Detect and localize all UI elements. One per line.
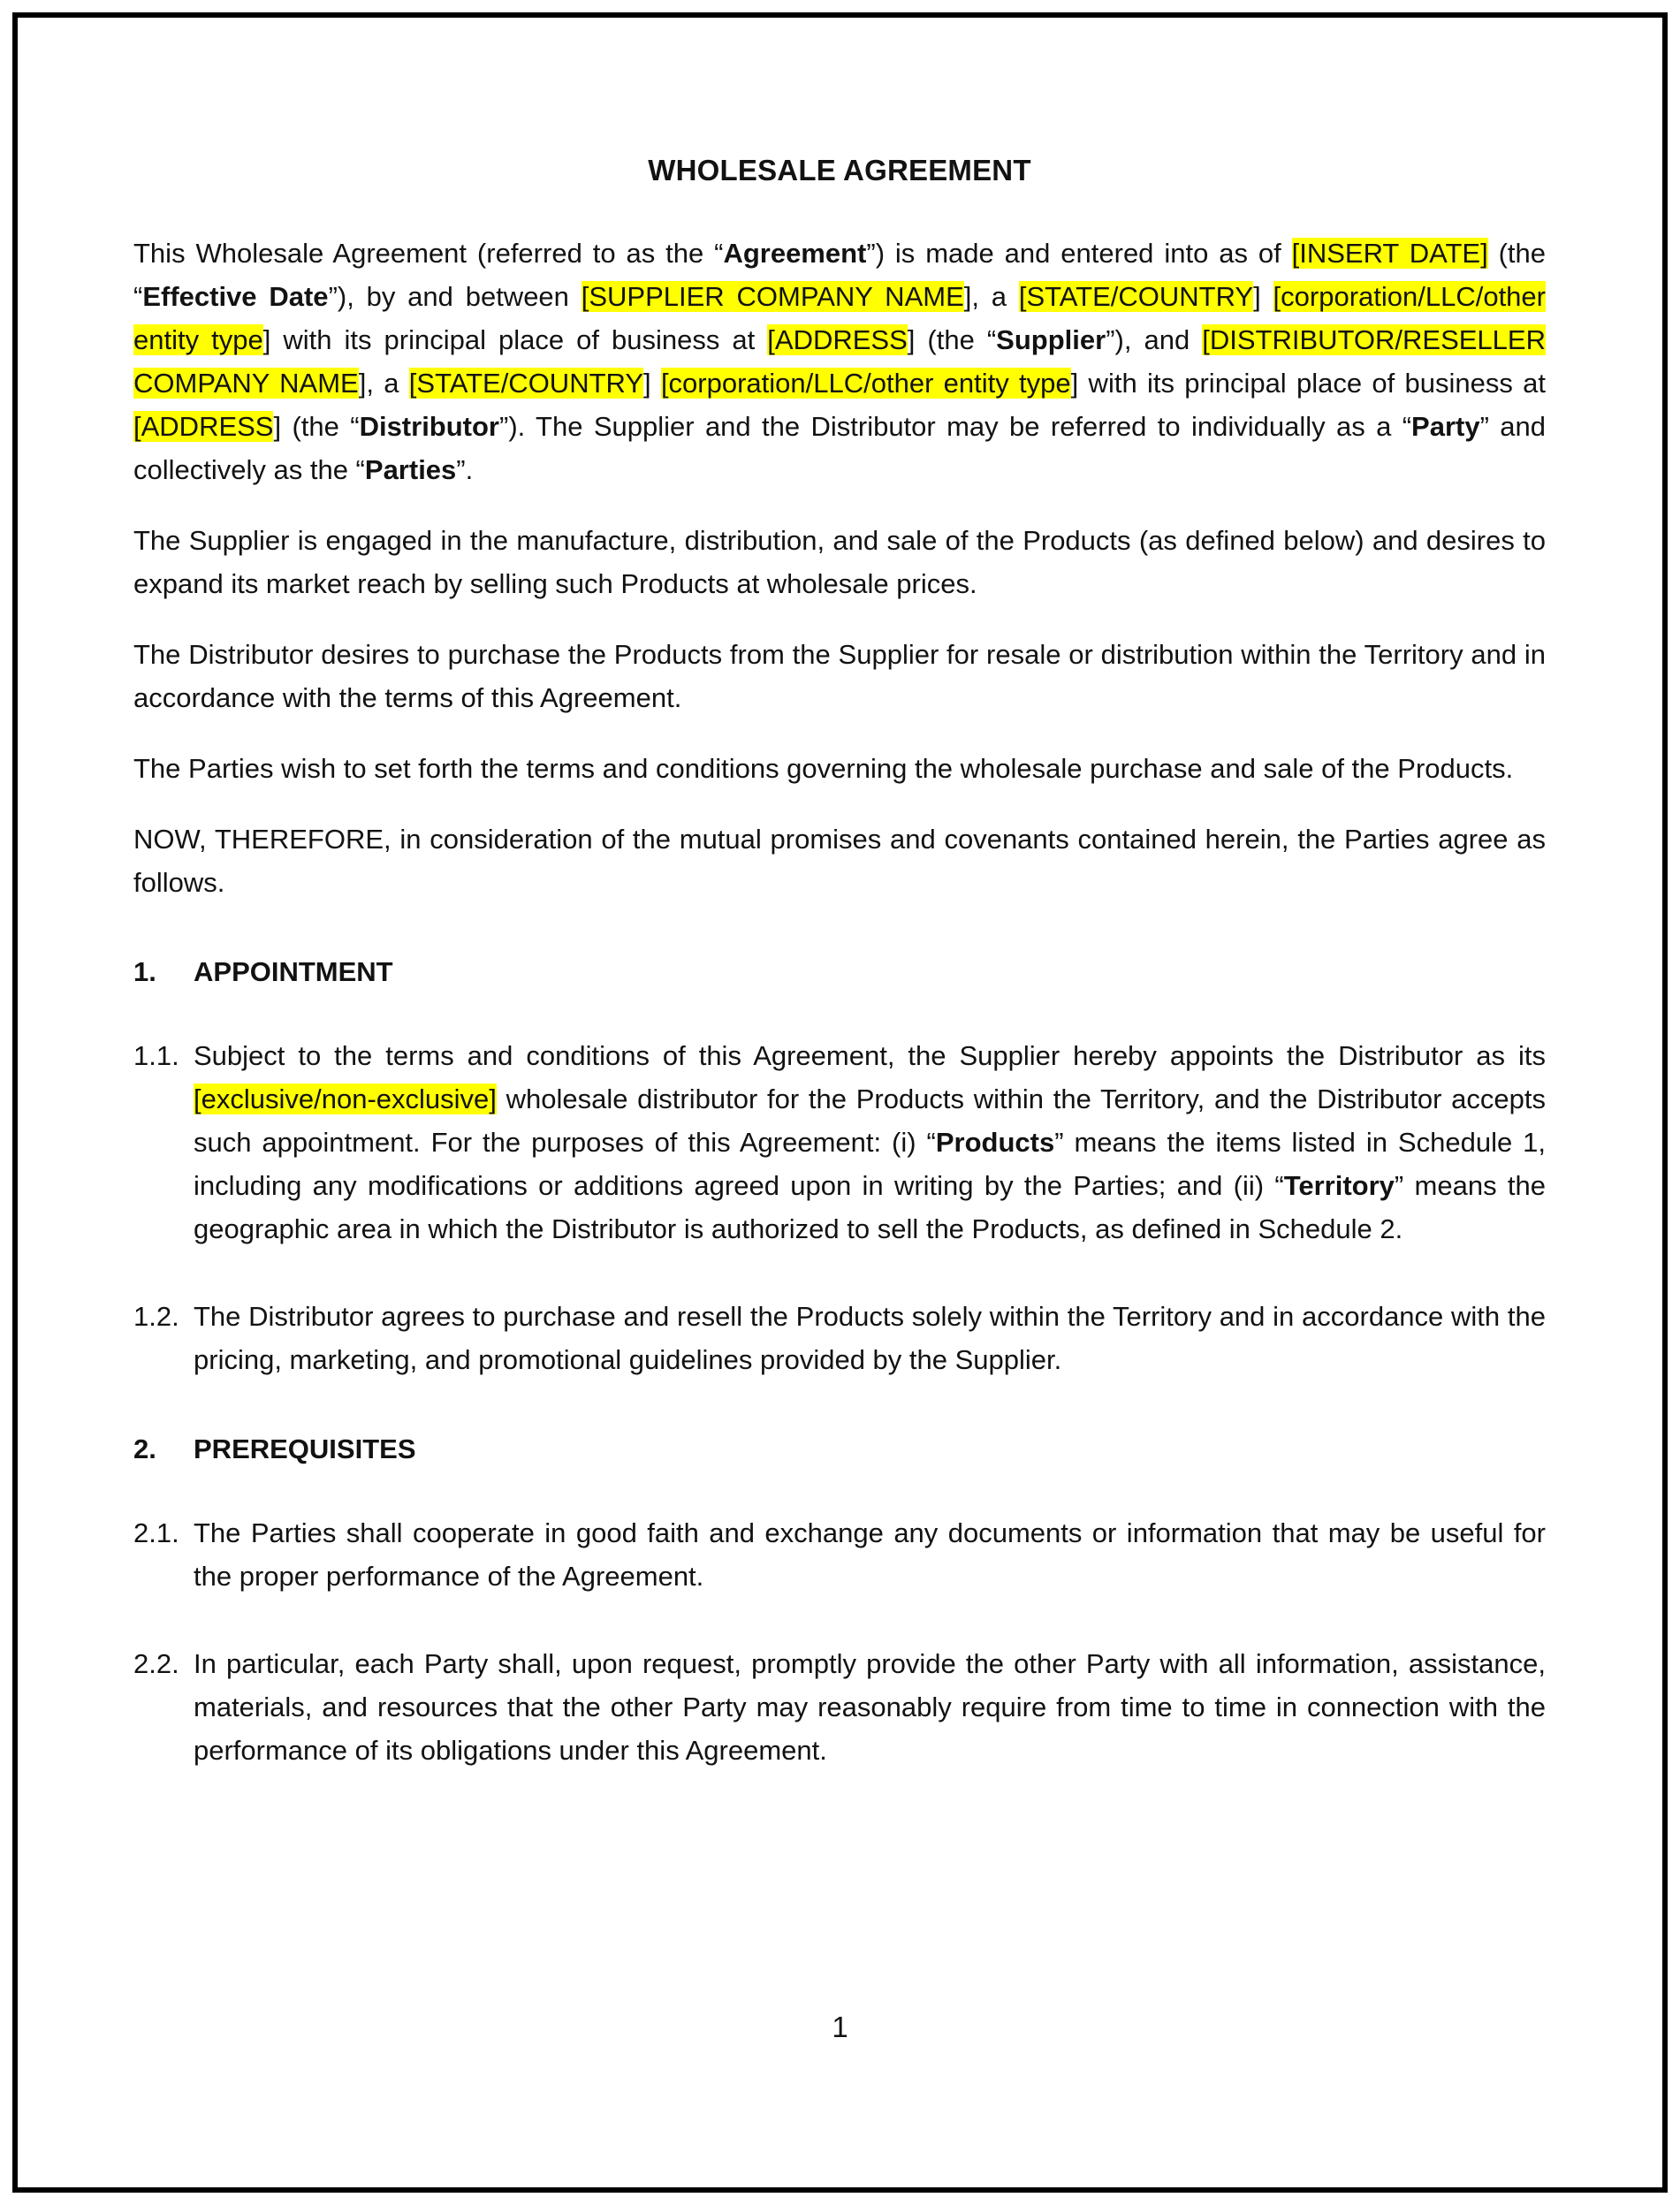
clause-number: 2.1.	[133, 1517, 179, 1548]
document-title: WHOLESALE AGREEMENT	[648, 154, 1031, 186]
clause-text: The Parties shall cooperate in good faith and exchange any documents or information that may be useful for the proper performance of the Agreement.	[194, 1517, 1546, 1592]
section-2-heading	[133, 1427, 1546, 1471]
clause-text: Subject to the terms and conditions of this Agreement, the Supplier hereby appoints the Distributor as its [exclusive/non-exclusive] wholesale distributor for the Products within the Territory, and the Distributor accepts such appointment. For the purposes of this Agreement: (i) “Products” means the items listed in Schedule 1, including any modifications or additions agreed upon in writing by the Parties; and (ii) “Territory” means the geographic area in which the Distributor is authorized to sell the Products, as defined in Schedule 2.	[194, 1040, 1546, 1244]
clause-1-1	[133, 1034, 1546, 1251]
clause-text: In particular, each Party shall, upon request, promptly provide the other Party with all information, assistance, materials, and resources that the other Party may reasonably require from time to time in connection with the performance of its obligations under this Agreement.	[194, 1648, 1546, 1766]
clause-text: The Distributor agrees to purchase and resell the Products solely within the Territory and in accordance with the pricing, marketing, and promotional guidelines provided by the Supplier.	[194, 1301, 1546, 1375]
clause-number: 1.2.	[133, 1301, 179, 1332]
intro-paragraph-1: This Wholesale Agreement (referred to as the “Agreement”) is made and entered into as of [INSERT DATE] (the “Effective Date”), by and between [SUPPLIER COMPANY NAME], a [STATE/COUNTRY] [corporation/LLC/other entity type] with its principal place of business at [ADDRESS] (the “Supplier”), and [DISTRIBUTOR/RESELLER COMPANY NAME], a [STATE/COUNTRY] [corporation/LLC/other entity type] with its principal place of business at [ADDRESS] (the “Distributor”). The Supplier and the Distributor may be referred to individually as a “Party” and collectively as the “Parties”.	[133, 238, 1547, 485]
clause-number: 1.1.	[133, 1040, 179, 1071]
section-1-heading	[133, 950, 1546, 993]
section-number: 1.	[133, 956, 156, 987]
clause-number: 2.2.	[133, 1648, 179, 1679]
intro-paragraph-4: The Parties wish to set forth the terms and conditions governing the wholesale purchase and sale of the Products.	[133, 753, 1514, 784]
clause-2-2	[133, 1642, 1546, 1772]
section-title: APPOINTMENT	[194, 956, 393, 987]
section-number: 2.	[133, 1433, 156, 1464]
document-content	[133, 0, 1546, 1816]
section-title: PREREQUISITES	[194, 1433, 416, 1464]
page-number: 1	[832, 2011, 848, 2043]
clause-1-2	[133, 1295, 1546, 1381]
intro-paragraph-3: The Distributor desires to purchase the Products from the Supplier for resale or distribution within the Territory and in accordance with the terms of this Agreement.	[133, 639, 1546, 713]
clause-2-1	[133, 1511, 1546, 1598]
intro-paragraph-5: NOW, THEREFORE, in consideration of the mutual promises and covenants contained herein, the Parties agree as follows.	[133, 824, 1546, 898]
intro-paragraph-2: The Supplier is engaged in the manufacture, distribution, and sale of the Products (as defined below) and desires to expand its market reach by selling such Products at wholesale prices.	[133, 525, 1546, 599]
